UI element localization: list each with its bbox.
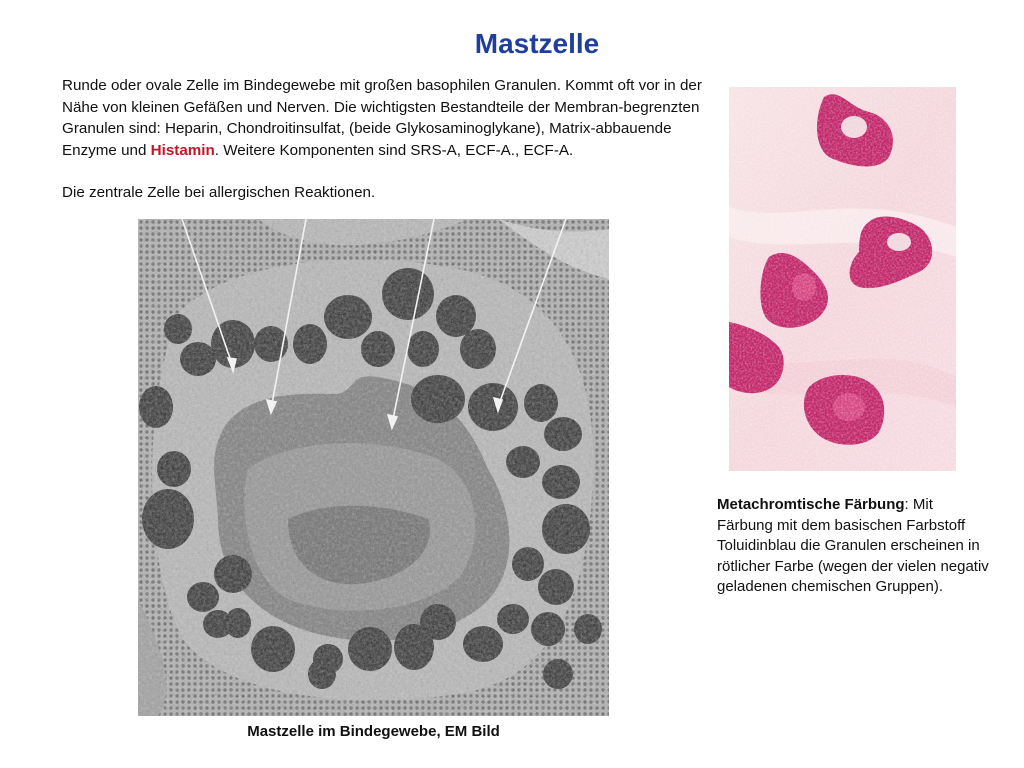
em-figure-caption: Mastzelle im Bindegewebe, EM Bild (247, 723, 500, 740)
intro-second-paragraph: Die zentrale Zelle bei allergischen Reaktionen. (62, 184, 376, 201)
intro-paragraph (62, 75, 712, 161)
intro-text-part2: . Weitere Komponenten sind SRS-A, ECF-A., ECF-A. (214, 141, 574, 159)
slide-title: Mastzelle (474, 28, 600, 59)
intro-text (62, 75, 712, 204)
highlight-histamin: Histamin (150, 141, 215, 159)
intro-text-part1: Runde oder ovale Zelle im Bindegewebe mit großen basophilen Granulen. Kommt oft vor in der Nähe von kleinen Gefäßen und Nerven. Die wichtigsten Bestandteile der Membran-begrenzten Granulen sind: Heparin, Chondroitinsulfat, (beide Glykosaminoglykane), Matrix-abbauende Enzyme und (62, 77, 702, 159)
metachromatic-stain-image (729, 87, 956, 471)
stain-description (717, 495, 992, 598)
stain-text: : Mit Färbung mit dem basischen Farbstoff Toluidinblau die Granulen erscheinen in rötlicher Farbe (wegen der vielen negativ geladenen chemischen Gruppen). (717, 496, 989, 595)
em-micrograph-image (138, 219, 609, 716)
stain-term: Metachromtische Färbung (717, 496, 905, 513)
